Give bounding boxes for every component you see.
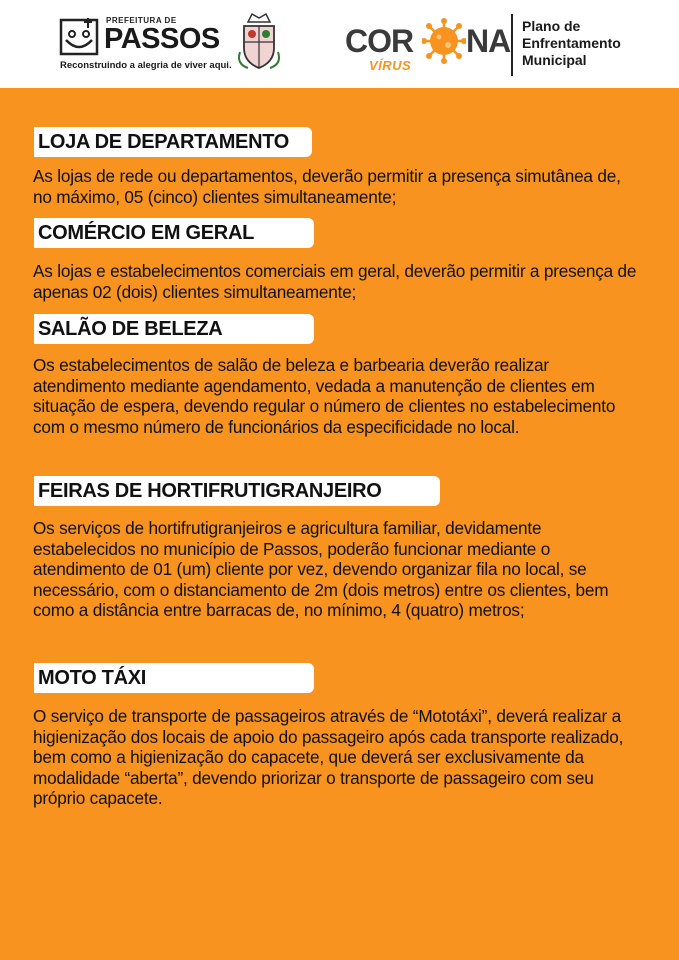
section-title: COMÉRCIO EM GERAL: [38, 222, 255, 244]
section-title: SALÃO DE BELEZA: [38, 318, 223, 340]
section-body-feiras-hortifrutigranjeiro: Os serviços de hortifrutigranjeiros e agricultura familiar, devidamente estabelecidos no município de Passos, poderão funcionar mediante o atendimento de 01 (um) cliente por vez, devendo organizar fila no local, se necessário, com o distanciamento de 2m (dois metros) entre os clientes, bem como a distância entre barracas de, no mínimo, 4 (quatro) metros;: [33, 518, 609, 620]
section-title: MOTO TÁXI: [38, 667, 147, 689]
corona-prefix: COR: [345, 23, 414, 59]
city-tagline: Reconstruindo a alegria de viver aqui.: [60, 60, 232, 71]
city-name: PASSOS: [104, 23, 220, 55]
section-heading-moto-taxi: [34, 663, 314, 693]
prefeitura-passos-logo: [58, 14, 232, 74]
section-title: FEIRAS DE HORTIFRUTIGRANJEIRO: [38, 480, 382, 502]
header-divider: [511, 14, 513, 76]
municipal-crest-icon: [236, 12, 282, 72]
virus-label: VÍRUS: [369, 58, 412, 73]
section-body-loja-departamento: As lojas de rede ou departamentos, deverão permitir a presença simutânea de, no máximo, 05 (cinco) clientes simultaneamente;: [33, 166, 621, 207]
section-heading-loja-departamento: [34, 127, 312, 157]
plan-title: [522, 18, 662, 69]
corona-virus-logo: [345, 18, 511, 76]
section-body-salao-beleza: Os estabelecimentos de salão de beleza e barbearia deverão realizar atendimento mediante agendamento, vedada a manutenção de clientes em situação de espera, devendo regular o número de clientes no estabelecimento com o mesmo número de funcionários da especificidade no local.: [33, 355, 616, 437]
corona-suffix: NA: [466, 23, 511, 59]
prefeitura-label: PREFEITURA DE: [106, 16, 177, 25]
section-body-comercio-geral: As lojas e estabelecimentos comerciais em geral, deverão permitir a presença de apenas 02 (dois) clientes simultaneamente;: [33, 261, 637, 302]
section-heading-feiras-hortifrutigranjeiro: [34, 476, 440, 506]
plan-title-line-3: Municipal: [522, 52, 587, 68]
plan-title-line-2: Enfrentamento: [522, 35, 621, 51]
virus-icon: [422, 18, 466, 64]
header-bar: [0, 0, 679, 88]
section-title: LOJA DE DEPARTAMENTO: [38, 131, 290, 153]
city-emblem-icon: [58, 14, 102, 58]
section-body-moto-taxi: O serviço de transporte de passageiros através de “Mototáxi”, deverá realizar a higienização dos locais de apoio do passageiro após cada transporte realizado, bem como a higienização do capacete, que deverá ser exclusivamente da modalidade “aberta”, devendo priorizar o transporte de passageiro com seu próprio capacete.: [33, 706, 624, 808]
section-heading-comercio-geral: [34, 218, 314, 248]
section-heading-salao-beleza: [34, 314, 314, 344]
plan-title-line-1: Plano de: [522, 18, 581, 34]
